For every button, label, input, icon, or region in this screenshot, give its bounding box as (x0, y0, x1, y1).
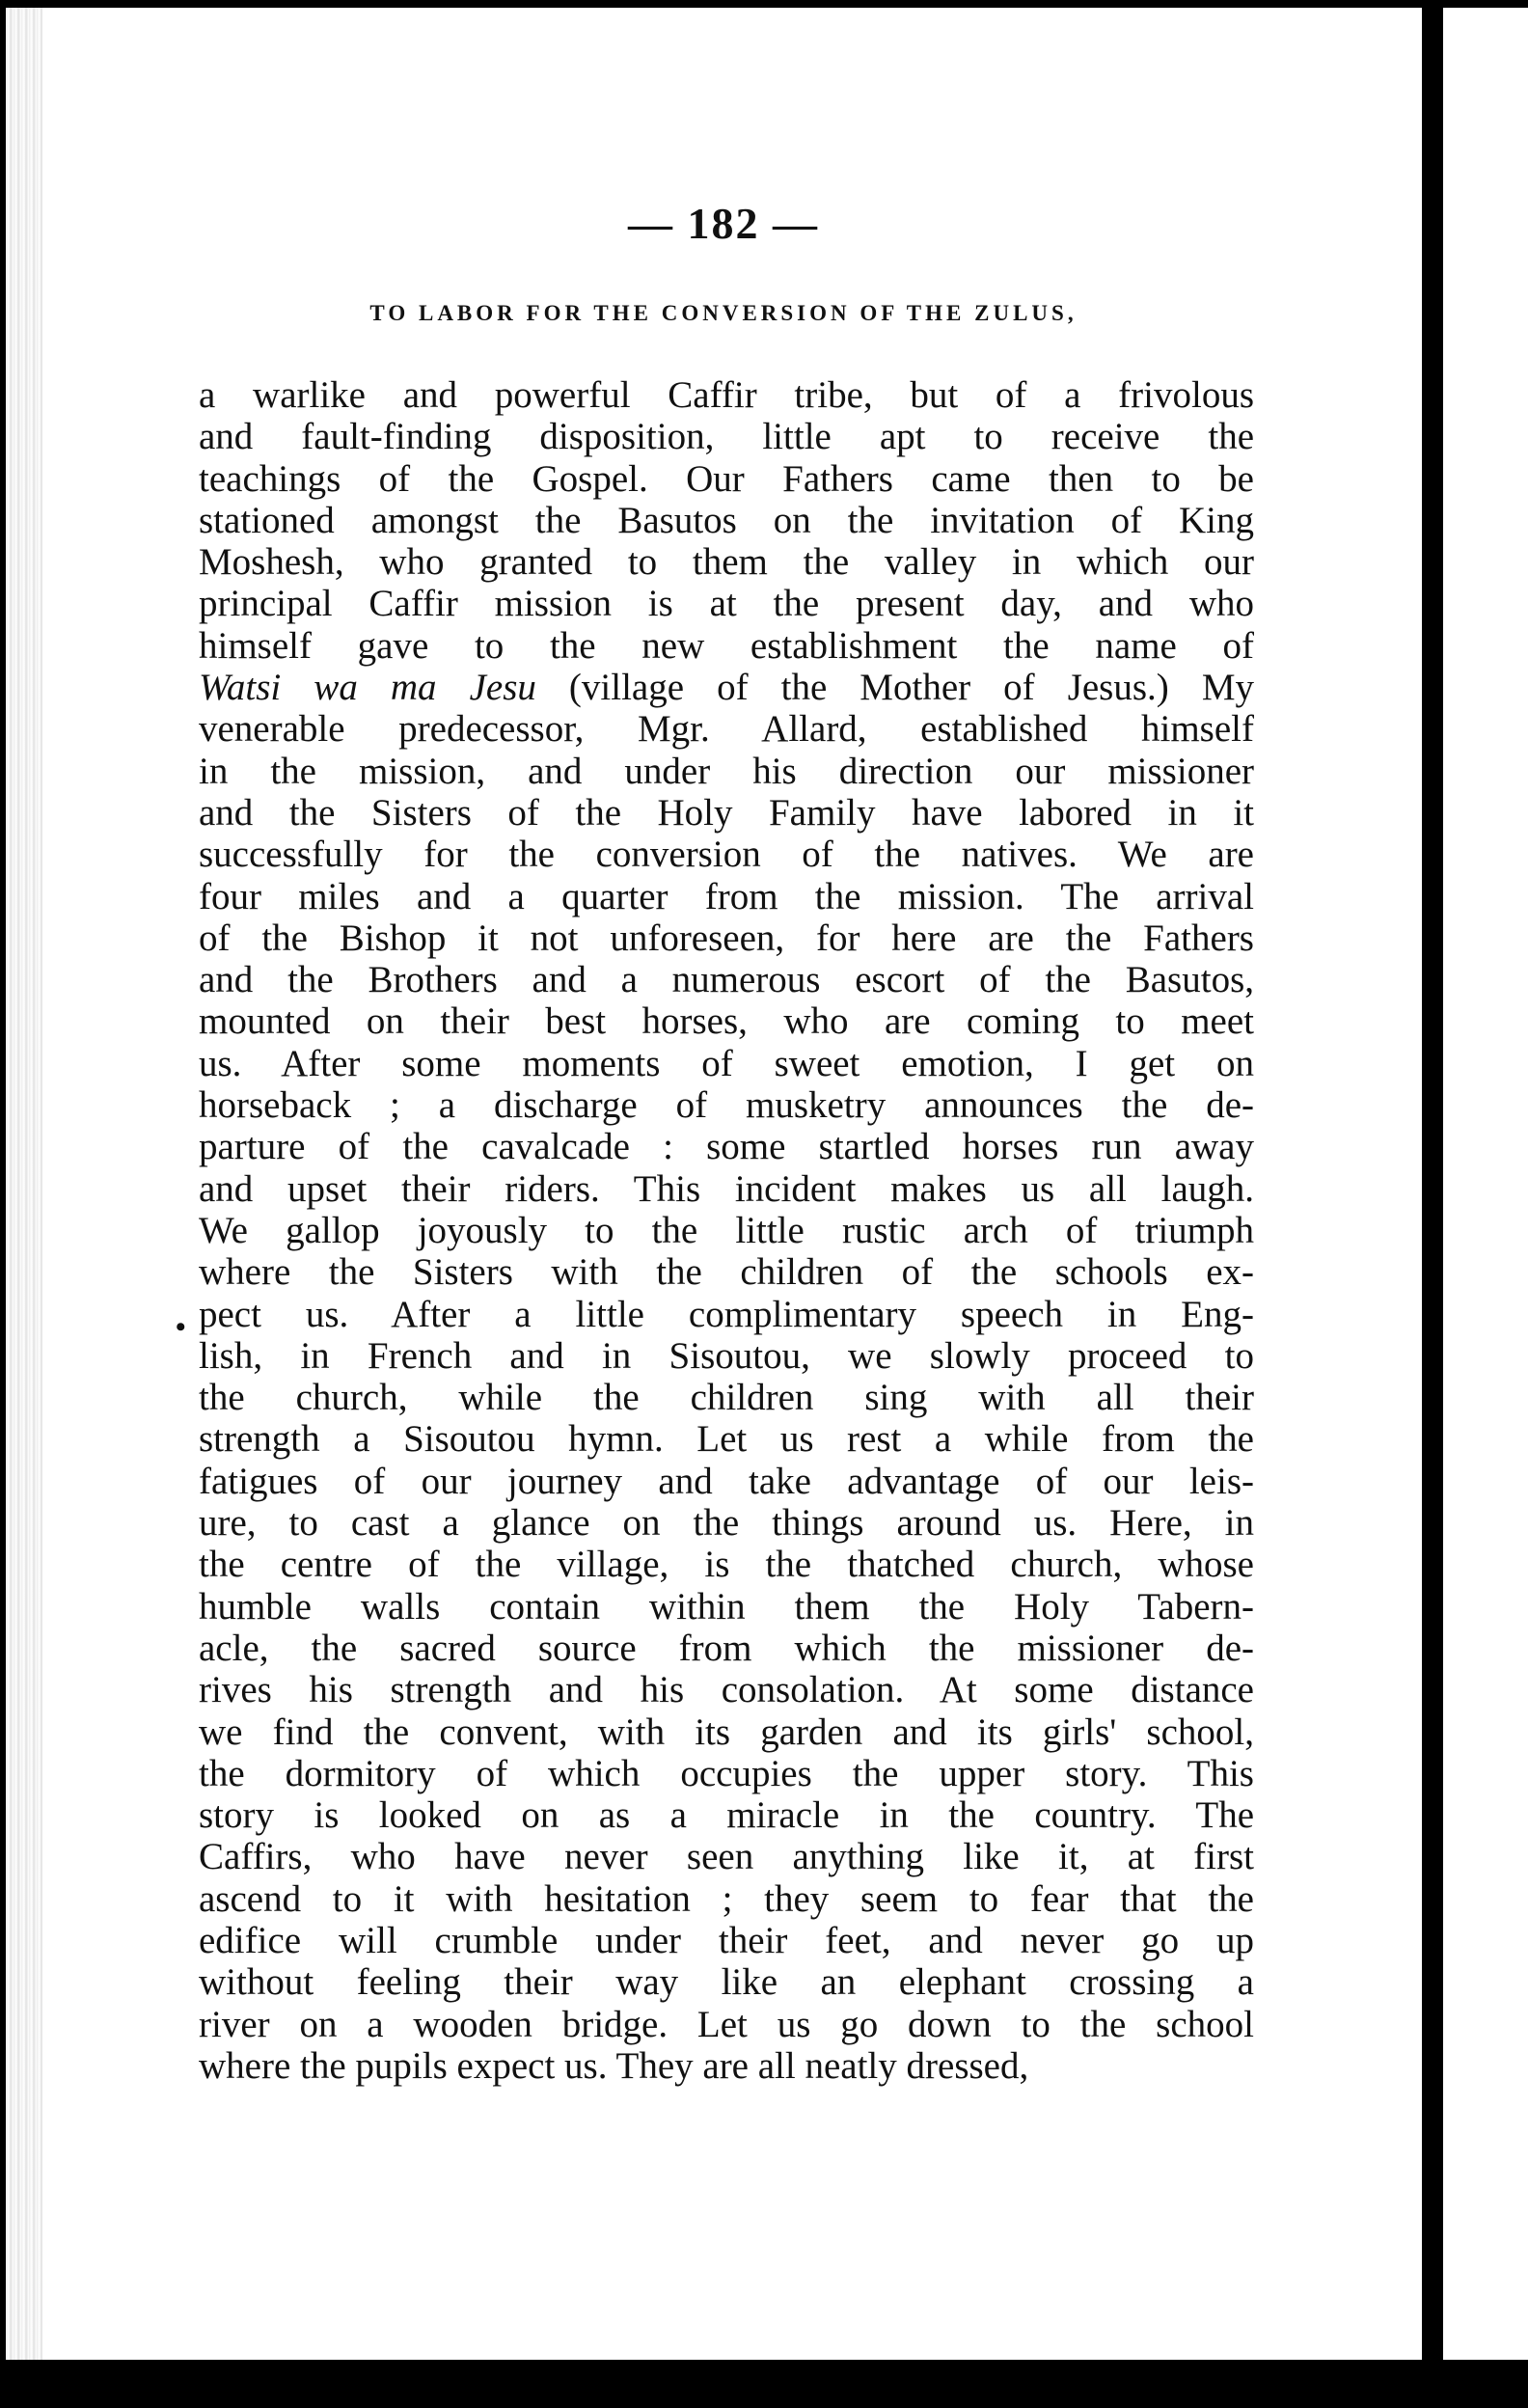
text-line: successfully for the conversion of the natives. We are (199, 834, 1254, 876)
text-line: venerable predecessor, Mgr. Allard, established himself (199, 708, 1254, 751)
text-line: where the Sisters with the children of the schools ex- (199, 1251, 1254, 1294)
text-line: rives his strength and his consolation. At some distance (199, 1669, 1254, 1711)
next-page-edge (1443, 8, 1528, 2360)
text-line: acle, the sacred source from which the missioner de- (199, 1627, 1254, 1669)
text-line: in the mission, and under his direction our missioner (199, 750, 1254, 792)
text-line: We gallop joyously to the little rustic arch of triumph (199, 1209, 1254, 1251)
page-number: — 182 — (628, 199, 819, 248)
text-line: pect us. After a little complimentary speech in Eng- (199, 1293, 1254, 1335)
text-line: humble walls contain within them the Holy Tabern- (199, 1585, 1254, 1628)
text-line: horseback ; a discharge of musketry announces the de- (199, 1084, 1254, 1127)
text-line: mounted on their best horses, who are coming to meet (199, 1000, 1254, 1043)
text-line: Moshesh, who granted to them the valley in which our (199, 541, 1254, 584)
text-line: and fault-finding disposition, little apt to receive the (199, 416, 1254, 458)
text-line: ascend to it with hesitation ; they seem to fear that the (199, 1877, 1254, 1920)
text-line: the church, while the children sing with all their (199, 1377, 1254, 1419)
page-gutter (6, 8, 42, 2360)
text-line: river on a wooden bridge. Let us go down to the school (199, 2003, 1254, 2045)
text-line: the dormitory of which occupies the upper story. This (199, 1752, 1254, 1794)
running-head: TO LABOR FOR THE CONVERSION OF THE ZULUS, (369, 301, 1078, 325)
text-line: where the pupils expect us. They are all neatly dressed, (199, 2044, 1029, 2087)
text-line: a warlike and powerful Caffir tribe, but of a frivolous (199, 374, 1254, 416)
text-line-with-italic (199, 667, 1254, 708)
text-line: us. After some moments of sweet emotion, I get on (199, 1042, 1254, 1084)
text-line: and the Brothers and a numerous escort of the Basutos, (199, 959, 1254, 1001)
text-line: Caffirs, who have never seen anything like it, at first (199, 1836, 1254, 1878)
text-line: the centre of the village, is the thatched church, whose (199, 1544, 1254, 1586)
text-line: edifice will crumble under their feet, and never go up (199, 1919, 1254, 1961)
text-line-rest: (village of the Mother of Jesus.) My (568, 667, 1254, 709)
text-line: teachings of the Gospel. Our Fathers came then to be (199, 457, 1254, 500)
text-line: stationed amongst the Basutos on the invitation of King (199, 499, 1254, 541)
text-line: ure, to cast a glance on the things around us. Here, in (199, 1502, 1254, 1545)
margin-mark: • (176, 1311, 186, 1343)
text-line: and the Sisters of the Holy Family have labored in it (199, 791, 1254, 834)
text-line: and upset their riders. This incident makes us all laugh. (199, 1167, 1254, 1210)
text-line: strength a Sisoutou hymn. Let us rest a while from the (199, 1418, 1254, 1461)
text-line: story is looked on as a miracle in the country. The (199, 1794, 1254, 1837)
text-line: without feeling their way like an elephant crossing a (199, 1961, 1254, 2004)
text-line: principal Caffir mission is at the present day, and who (199, 583, 1254, 625)
text-line: four miles and a quarter from the mission. The arrival (199, 875, 1254, 917)
text-line: lish, in French and in Sisoutou, we slowly proceed to (199, 1334, 1254, 1377)
text-line: we find the convent, with its garden and its girls' school, (199, 1710, 1254, 1753)
body-text (199, 374, 1254, 2087)
text-line: of the Bishop it not unforeseen, for here are the Fathers (199, 917, 1254, 959)
text-line: himself gave to the new establishment the name of (199, 624, 1254, 667)
text-line: fatigues of our journey and take advantage of our leis- (199, 1460, 1254, 1502)
italic-phrase: Watsi wa ma Jesu (199, 667, 536, 709)
text-line: parture of the cavalcade : some startled horses run away (199, 1126, 1254, 1168)
